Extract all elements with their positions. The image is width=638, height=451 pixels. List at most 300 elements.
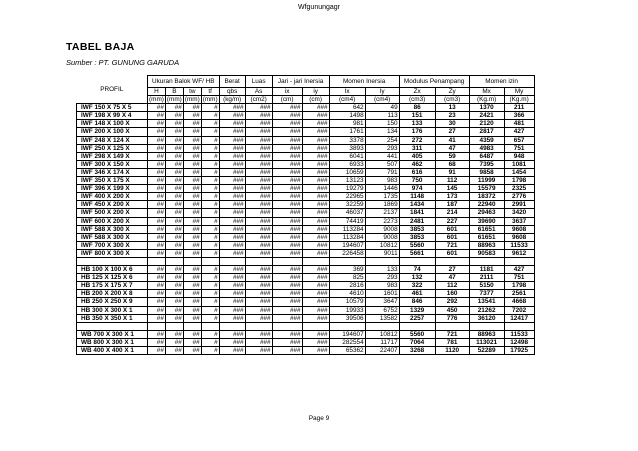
- cell-zy: 721: [435, 241, 469, 249]
- cell-ix-overflow: ###: [272, 306, 302, 314]
- steel-table: [76, 75, 535, 355]
- cell-tw-overflow: ##: [183, 330, 201, 338]
- cell-my: 3420: [504, 209, 534, 217]
- cell-mx: 2111: [469, 274, 504, 282]
- cell-as-overflow: ###: [245, 128, 272, 136]
- cell-b-overflow: ##: [165, 128, 183, 136]
- cell-tw-overflow: ##: [183, 306, 201, 314]
- cell-my: 12417: [504, 314, 534, 322]
- cell-iy: 441: [365, 152, 399, 160]
- cell-iy-overflow: ###: [302, 168, 329, 176]
- cell-ix: 113284: [329, 233, 365, 241]
- cell-ix: 10579: [329, 298, 365, 306]
- cell-my: 481: [504, 120, 534, 128]
- cell-zy: 112: [435, 177, 469, 185]
- cell-qbs-overflow: ###: [219, 330, 245, 338]
- unit-ix: (cm4): [329, 96, 365, 104]
- cell-tf-overflow: #: [201, 330, 219, 338]
- cell-mx: 36120: [469, 314, 504, 322]
- iy-header: Iy: [365, 88, 399, 96]
- header-row-groups: [77, 76, 535, 88]
- cell-tf-overflow: #: [201, 298, 219, 306]
- cell-ix: 6041: [329, 152, 365, 160]
- profile-name: IWF 346 X 174 X: [77, 168, 148, 176]
- cell-tw-overflow: ##: [183, 298, 201, 306]
- table-row: [77, 128, 535, 136]
- b-header: B: [165, 88, 183, 96]
- momen-inersia-header: Momen Inersia: [329, 76, 399, 88]
- cell-my: 2776: [504, 193, 534, 201]
- iy-small-header: iy: [302, 88, 329, 96]
- cell-qbs-overflow: ###: [219, 266, 245, 274]
- spacer-row: [77, 322, 535, 330]
- cell-mx: 22940: [469, 201, 504, 209]
- cell-my: 1454: [504, 168, 534, 176]
- cell-zx: 1841: [399, 209, 435, 217]
- cell-h-overflow: ##: [148, 144, 166, 152]
- cell-zy: 601: [435, 225, 469, 233]
- cell-my: 948: [504, 152, 534, 160]
- cell-mx: 2817: [469, 128, 504, 136]
- cell-my: 751: [504, 274, 534, 282]
- cell-b-overflow: ##: [165, 217, 183, 225]
- cell-iy-overflow: ###: [302, 152, 329, 160]
- cell-my: 7202: [504, 306, 534, 314]
- cell-ix: 113284: [329, 225, 365, 233]
- ix-header: Ix: [329, 88, 365, 96]
- spacer-row: [77, 257, 535, 265]
- as-header: As: [245, 88, 272, 96]
- profile-name: WB 700 X 300 X 1: [77, 330, 148, 338]
- cell-ix: 39506: [329, 314, 365, 322]
- cell-qbs-overflow: ###: [219, 136, 245, 144]
- cell-ix-overflow: ###: [272, 209, 302, 217]
- cell-qbs-overflow: ###: [219, 160, 245, 168]
- profile-name: IWF 700 X 300 X: [77, 241, 148, 249]
- table-row: [77, 152, 535, 160]
- empty-cell: [201, 257, 219, 265]
- cell-zy: 13: [435, 104, 469, 112]
- cell-zx: 3853: [399, 225, 435, 233]
- cell-zx: 5661: [399, 249, 435, 257]
- cell-iy: 6752: [365, 306, 399, 314]
- cell-h-overflow: ##: [148, 306, 166, 314]
- cell-as-overflow: ###: [245, 112, 272, 120]
- cell-iy-overflow: ###: [302, 298, 329, 306]
- cell-tf-overflow: #: [201, 338, 219, 346]
- cell-iy: 22407: [365, 347, 399, 355]
- cell-tw-overflow: ##: [183, 233, 201, 241]
- cell-as-overflow: ###: [245, 266, 272, 274]
- cell-my: 9612: [504, 249, 534, 257]
- luas-header: Luas: [245, 76, 272, 88]
- zy-header: Zy: [435, 88, 469, 96]
- profile-name: HB 100 X 100 X 6: [77, 266, 148, 274]
- cell-zy: 776: [435, 314, 469, 322]
- table-row: [77, 225, 535, 233]
- profile-name: IWF 250 X 125 X: [77, 144, 148, 152]
- empty-cell: [148, 257, 166, 265]
- h-header: H: [148, 88, 166, 96]
- cell-b-overflow: ##: [165, 168, 183, 176]
- cell-tw-overflow: ##: [183, 152, 201, 160]
- cell-b-overflow: ##: [165, 209, 183, 217]
- cell-qbs-overflow: ###: [219, 347, 245, 355]
- cell-qbs-overflow: ###: [219, 217, 245, 225]
- cell-iy-overflow: ###: [302, 193, 329, 201]
- cell-h-overflow: ##: [148, 233, 166, 241]
- cell-b-overflow: ##: [165, 201, 183, 209]
- unit-my: (Kg.m): [504, 96, 534, 104]
- cell-ix: 65362: [329, 347, 365, 355]
- cell-iy-overflow: ###: [302, 112, 329, 120]
- cell-b-overflow: ##: [165, 177, 183, 185]
- cell-b-overflow: ##: [165, 274, 183, 282]
- cell-ix: 226458: [329, 249, 365, 257]
- cell-tw-overflow: ##: [183, 347, 201, 355]
- cell-tw-overflow: ##: [183, 249, 201, 257]
- cell-tf-overflow: #: [201, 274, 219, 282]
- cell-qbs-overflow: ###: [219, 298, 245, 306]
- cell-h-overflow: ##: [148, 209, 166, 217]
- cell-tf-overflow: #: [201, 209, 219, 217]
- profil-header: PROFIL: [77, 76, 148, 104]
- cell-ix-overflow: ###: [272, 225, 302, 233]
- cell-b-overflow: ##: [165, 298, 183, 306]
- cell-tf-overflow: #: [201, 347, 219, 355]
- cell-b-overflow: ##: [165, 104, 183, 112]
- cell-ix: 32259: [329, 201, 365, 209]
- cell-iy-overflow: ###: [302, 282, 329, 290]
- cell-tf-overflow: #: [201, 249, 219, 257]
- cell-as-overflow: ###: [245, 290, 272, 298]
- cell-qbs-overflow: ###: [219, 282, 245, 290]
- cell-iy-overflow: ###: [302, 128, 329, 136]
- cell-mx: 18372: [469, 193, 504, 201]
- table-row: [77, 168, 535, 176]
- cell-h-overflow: ##: [148, 112, 166, 120]
- cell-b-overflow: ##: [165, 112, 183, 120]
- cell-my: 211: [504, 104, 534, 112]
- table-row: [77, 120, 535, 128]
- empty-cell: [399, 257, 435, 265]
- cell-ix: 1498: [329, 112, 365, 120]
- cell-ix: 194607: [329, 330, 365, 338]
- cell-ix-overflow: ###: [272, 160, 302, 168]
- cell-as-overflow: ###: [245, 144, 272, 152]
- cell-ix: 46037: [329, 209, 365, 217]
- cell-qbs-overflow: ###: [219, 193, 245, 201]
- cell-ix-overflow: ###: [272, 104, 302, 112]
- cell-iy-overflow: ###: [302, 225, 329, 233]
- cell-zy: 1120: [435, 347, 469, 355]
- cell-as-overflow: ###: [245, 241, 272, 249]
- cell-mx: 4983: [469, 144, 504, 152]
- cell-h-overflow: ##: [148, 347, 166, 355]
- cell-iy: 9008: [365, 225, 399, 233]
- cell-tf-overflow: #: [201, 225, 219, 233]
- cell-iy: 1735: [365, 193, 399, 201]
- cell-qbs-overflow: ###: [219, 290, 245, 298]
- cell-my: 17925: [504, 347, 534, 355]
- cell-zy: 91: [435, 168, 469, 176]
- cell-zx: 7064: [399, 338, 435, 346]
- tw-header: tw: [183, 88, 201, 96]
- cell-h-overflow: ##: [148, 338, 166, 346]
- cell-zy: 721: [435, 330, 469, 338]
- table-row: [77, 347, 535, 355]
- cell-as-overflow: ###: [245, 193, 272, 201]
- cell-as-overflow: ###: [245, 177, 272, 185]
- cell-my: 2561: [504, 290, 534, 298]
- profile-name: IWF 148 X 100 X: [77, 120, 148, 128]
- cell-as-overflow: ###: [245, 136, 272, 144]
- cell-iy-overflow: ###: [302, 120, 329, 128]
- cell-tw-overflow: ##: [183, 112, 201, 120]
- cell-ix-overflow: ###: [272, 177, 302, 185]
- empty-cell: [435, 257, 469, 265]
- cell-tw-overflow: ##: [183, 338, 201, 346]
- profile-name: IWF 600 X 200 X: [77, 217, 148, 225]
- cell-my: 427: [504, 128, 534, 136]
- profile-name: IWF 800 X 300 X: [77, 249, 148, 257]
- profile-name: WB 400 X 400 X 1: [77, 347, 148, 355]
- cell-h-overflow: ##: [148, 120, 166, 128]
- cell-zx: 1434: [399, 201, 435, 209]
- cell-qbs-overflow: ###: [219, 233, 245, 241]
- cell-as-overflow: ###: [245, 217, 272, 225]
- unit-iy: (cm4): [365, 96, 399, 104]
- cell-zx: 461: [399, 290, 435, 298]
- unit-qbs: (kg/m): [219, 96, 245, 104]
- cell-qbs-overflow: ###: [219, 209, 245, 217]
- cell-h-overflow: ##: [148, 160, 166, 168]
- cell-tf-overflow: #: [201, 160, 219, 168]
- cell-mx: 29463: [469, 209, 504, 217]
- cell-b-overflow: ##: [165, 160, 183, 168]
- table-row: [77, 193, 535, 201]
- cell-ix: 1761: [329, 128, 365, 136]
- empty-cell: [435, 322, 469, 330]
- cell-mx: 90583: [469, 249, 504, 257]
- cell-iy-overflow: ###: [302, 249, 329, 257]
- cell-mx: 7395: [469, 160, 504, 168]
- cell-zx: 974: [399, 185, 435, 193]
- cell-h-overflow: ##: [148, 274, 166, 282]
- cell-as-overflow: ###: [245, 209, 272, 217]
- cell-b-overflow: ##: [165, 347, 183, 355]
- cell-mx: 2120: [469, 120, 504, 128]
- cell-tf-overflow: #: [201, 168, 219, 176]
- cell-ix-overflow: ###: [272, 298, 302, 306]
- cell-zx: 86: [399, 104, 435, 112]
- cell-zy: 601: [435, 233, 469, 241]
- cell-ix-overflow: ###: [272, 330, 302, 338]
- empty-cell: [148, 322, 166, 330]
- cell-h-overflow: ##: [148, 152, 166, 160]
- unit-ix-small: (cm): [272, 96, 302, 104]
- unit-as: (cm2): [245, 96, 272, 104]
- table-row: [77, 241, 535, 249]
- cell-as-overflow: ###: [245, 120, 272, 128]
- cell-as-overflow: ###: [245, 104, 272, 112]
- cell-tf-overflow: #: [201, 217, 219, 225]
- cell-h-overflow: ##: [148, 298, 166, 306]
- cell-tf-overflow: #: [201, 241, 219, 249]
- cell-tf-overflow: #: [201, 177, 219, 185]
- cell-zx: 846: [399, 298, 435, 306]
- cell-tf-overflow: #: [201, 152, 219, 160]
- cell-as-overflow: ###: [245, 225, 272, 233]
- cell-tw-overflow: ##: [183, 168, 201, 176]
- cell-qbs-overflow: ###: [219, 241, 245, 249]
- cell-zx: 133: [399, 120, 435, 128]
- cell-tw-overflow: ##: [183, 104, 201, 112]
- cell-zx: 322: [399, 282, 435, 290]
- cell-ix: 13123: [329, 177, 365, 185]
- empty-cell: [245, 322, 272, 330]
- cell-tf-overflow: #: [201, 128, 219, 136]
- profile-name: HB 175 X 175 X 7: [77, 282, 148, 290]
- cell-mx: 5150: [469, 282, 504, 290]
- cell-tf-overflow: #: [201, 136, 219, 144]
- profile-name: IWF 588 X 300 X: [77, 233, 148, 241]
- cell-tf-overflow: #: [201, 290, 219, 298]
- cell-iy-overflow: ###: [302, 241, 329, 249]
- cell-qbs-overflow: ###: [219, 225, 245, 233]
- cell-qbs-overflow: ###: [219, 338, 245, 346]
- table-row: [77, 201, 535, 209]
- cell-zy: 41: [435, 136, 469, 144]
- cell-ix-overflow: ###: [272, 249, 302, 257]
- cell-ix: 2816: [329, 282, 365, 290]
- cell-my: 4668: [504, 298, 534, 306]
- cell-my: 1081: [504, 160, 534, 168]
- cell-ix-overflow: ###: [272, 338, 302, 346]
- empty-cell: [329, 257, 365, 265]
- cell-as-overflow: ###: [245, 201, 272, 209]
- empty-cell: [504, 322, 534, 330]
- cell-iy: 11717: [365, 338, 399, 346]
- cell-iy: 1869: [365, 201, 399, 209]
- cell-zy: 173: [435, 193, 469, 201]
- cell-tf-overflow: #: [201, 144, 219, 152]
- cell-h-overflow: ##: [148, 290, 166, 298]
- cell-b-overflow: ##: [165, 306, 183, 314]
- cell-mx: 88963: [469, 241, 504, 249]
- cell-tw-overflow: ##: [183, 282, 201, 290]
- cell-ix: 10659: [329, 168, 365, 176]
- empty-cell: [165, 322, 183, 330]
- empty-cell: [77, 322, 148, 330]
- profile-name: IWF 450 X 200 X: [77, 201, 148, 209]
- cell-tf-overflow: #: [201, 104, 219, 112]
- table-row: [77, 177, 535, 185]
- cell-my: 366: [504, 112, 534, 120]
- table-row: [77, 209, 535, 217]
- cell-mx: 61651: [469, 225, 504, 233]
- page-title: TABEL BAJA: [66, 41, 135, 53]
- cell-ix-overflow: ###: [272, 136, 302, 144]
- cell-zy: 23: [435, 112, 469, 120]
- cell-zx: 151: [399, 112, 435, 120]
- cell-iy-overflow: ###: [302, 314, 329, 322]
- cell-qbs-overflow: ###: [219, 201, 245, 209]
- profile-name: IWF 298 X 149 X: [77, 152, 148, 160]
- cell-tw-overflow: ##: [183, 177, 201, 185]
- empty-cell: [365, 257, 399, 265]
- cell-iy: 983: [365, 177, 399, 185]
- table-row: [77, 104, 535, 112]
- cell-b-overflow: ##: [165, 185, 183, 193]
- profile-name: HB 200 X 200 X 8: [77, 290, 148, 298]
- cell-my: 12498: [504, 338, 534, 346]
- tf-header: tf: [201, 88, 219, 96]
- cell-tf-overflow: #: [201, 185, 219, 193]
- cell-tf-overflow: #: [201, 233, 219, 241]
- cell-b-overflow: ##: [165, 136, 183, 144]
- cell-mx: 1181: [469, 266, 504, 274]
- cell-my: 9608: [504, 233, 534, 241]
- cell-zx: 132: [399, 274, 435, 282]
- cell-zx: 3268: [399, 347, 435, 355]
- cell-ix-overflow: ###: [272, 168, 302, 176]
- cell-iy-overflow: ###: [302, 217, 329, 225]
- cell-h-overflow: ##: [148, 185, 166, 193]
- table-row: [77, 136, 535, 144]
- cell-b-overflow: ##: [165, 193, 183, 201]
- profile-name: IWF 200 X 100 X: [77, 128, 148, 136]
- cell-qbs-overflow: ###: [219, 168, 245, 176]
- cell-ix-overflow: ###: [272, 128, 302, 136]
- cell-b-overflow: ##: [165, 152, 183, 160]
- cell-mx: 39690: [469, 217, 504, 225]
- cell-iy-overflow: ###: [302, 274, 329, 282]
- cell-b-overflow: ##: [165, 266, 183, 274]
- cell-zx: 1329: [399, 306, 435, 314]
- cell-b-overflow: ##: [165, 314, 183, 322]
- cell-tw-overflow: ##: [183, 120, 201, 128]
- cell-ix-overflow: ###: [272, 290, 302, 298]
- cell-zy: 601: [435, 249, 469, 257]
- unit-tf: (mm): [202, 96, 218, 104]
- table-row: [77, 338, 535, 346]
- jari-header: Jari - jari Inersia: [272, 76, 329, 88]
- cell-qbs-overflow: ###: [219, 104, 245, 112]
- cell-tw-overflow: ##: [183, 160, 201, 168]
- cell-ix: 74419: [329, 217, 365, 225]
- cell-h-overflow: ##: [148, 330, 166, 338]
- cell-h-overflow: ##: [148, 193, 166, 201]
- cell-mx: 7377: [469, 290, 504, 298]
- cell-ix-overflow: ###: [272, 201, 302, 209]
- cell-my: 11533: [504, 330, 534, 338]
- cell-zx: 74: [399, 266, 435, 274]
- cell-b-overflow: ##: [165, 290, 183, 298]
- cell-iy: 791: [365, 168, 399, 176]
- cell-qbs-overflow: ###: [219, 314, 245, 322]
- unit-b: (mm): [166, 96, 182, 104]
- cell-my: 751: [504, 144, 534, 152]
- cell-ix-overflow: ###: [272, 217, 302, 225]
- cell-qbs-overflow: ###: [219, 152, 245, 160]
- cell-b-overflow: ##: [165, 233, 183, 241]
- unit-tw: (mm): [184, 96, 200, 104]
- cell-zx: 1148: [399, 193, 435, 201]
- cell-iy-overflow: ###: [302, 347, 329, 355]
- cell-h-overflow: ##: [148, 314, 166, 322]
- cell-iy-overflow: ###: [302, 177, 329, 185]
